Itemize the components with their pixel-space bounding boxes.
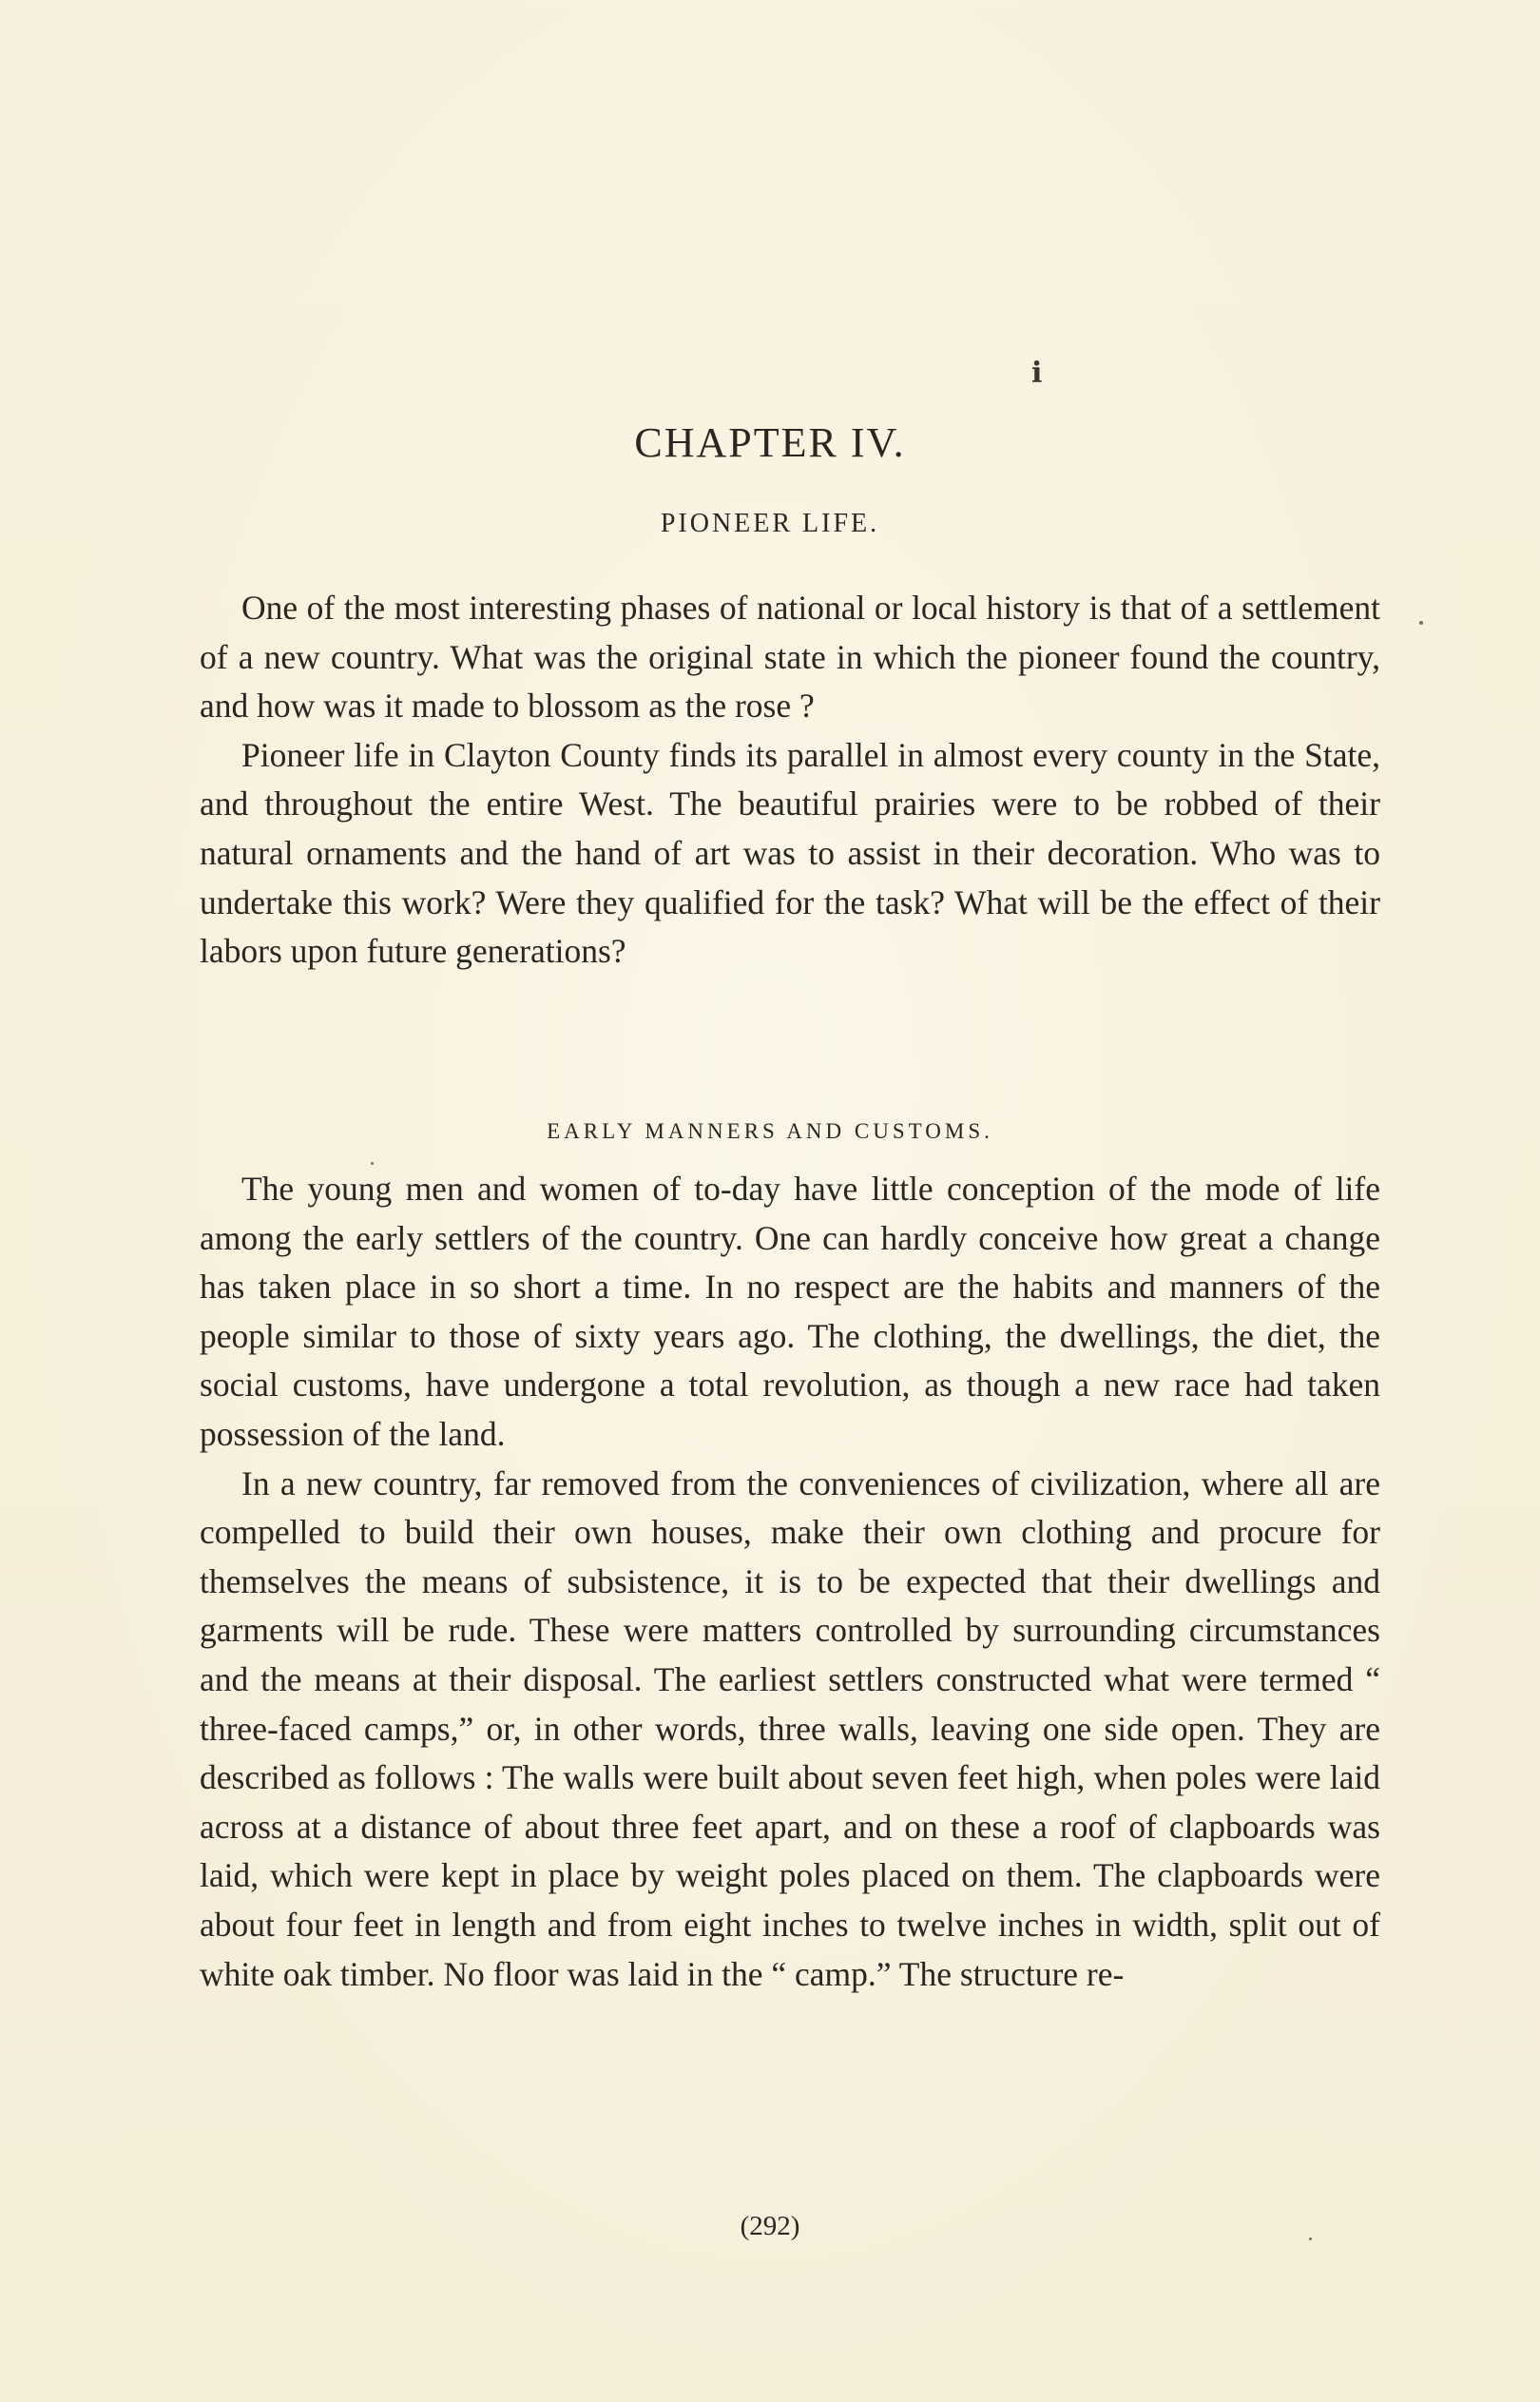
- section-text-block: [200, 1165, 1380, 1999]
- paragraph: The young men and women of to-day have little conception of the mode of life among the early settlers of the country. One can hardly conceive how great a change has taken place in so short a time. In no respect are the habits and manners of the people similar to those of sixty years ago. The clothing, the dwellings, the diet, the social customs, have undergone a total revolution, as though a new race had taken possession of the land.: [200, 1170, 1380, 1453]
- chapter-title: CHAPTER IV.: [634, 419, 906, 466]
- paragraph: In a new country, far removed from the conveniences of civilization, where all are compelled to build their own houses, make their own clothing and procure for themselves the means of subsistence, it is to be expected that their dwellings and garments will be rude. These were matters controlled by surrounding circumstances and the means at their disposal. The earliest settlers constructed what were termed “ three-faced camps,” or, in other words, three walls, leaving one side open. They are described as follows : The walls were built about seven feet high, when poles were laid across at a distance of about three feet apart, and on these a roof of clapboards was laid, which were kept in place by weight poles placed on them. The clapboards were about four feet in length and from eight inches to twelve inches in width, split out of white oak timber. No floor was laid in the “ camp.” The structure re-: [200, 1463, 1380, 1993]
- chapter-subtitle: PIONEER LIFE.: [660, 509, 880, 538]
- intro-text-block: [200, 584, 1380, 977]
- ink-speck: [1419, 621, 1423, 625]
- top-mark: i: [1031, 357, 1043, 390]
- ink-speck: [1309, 2237, 1312, 2240]
- paragraph: One of the most interesting phases of national or local history is that of a settlement of a new country. What was the original state in which the pioneer found the country, and how was it made to blossom as the rose ?: [200, 589, 1380, 726]
- ink-speck: [371, 1162, 374, 1165]
- section-heading: EARLY MANNERS AND CUSTOMS.: [547, 1119, 993, 1143]
- paragraph: Pioneer life in Clayton County finds its parallel in almost every county in the State, and throughout the entire West. The beautiful prairies were to be robbed of their natural ornaments and the hand of art was to assist in their decoration. Who was to undertake this work? Were they qualified for the task? What will be the effect of their labors upon future generations?: [200, 735, 1380, 971]
- page-number: (292): [740, 2211, 800, 2241]
